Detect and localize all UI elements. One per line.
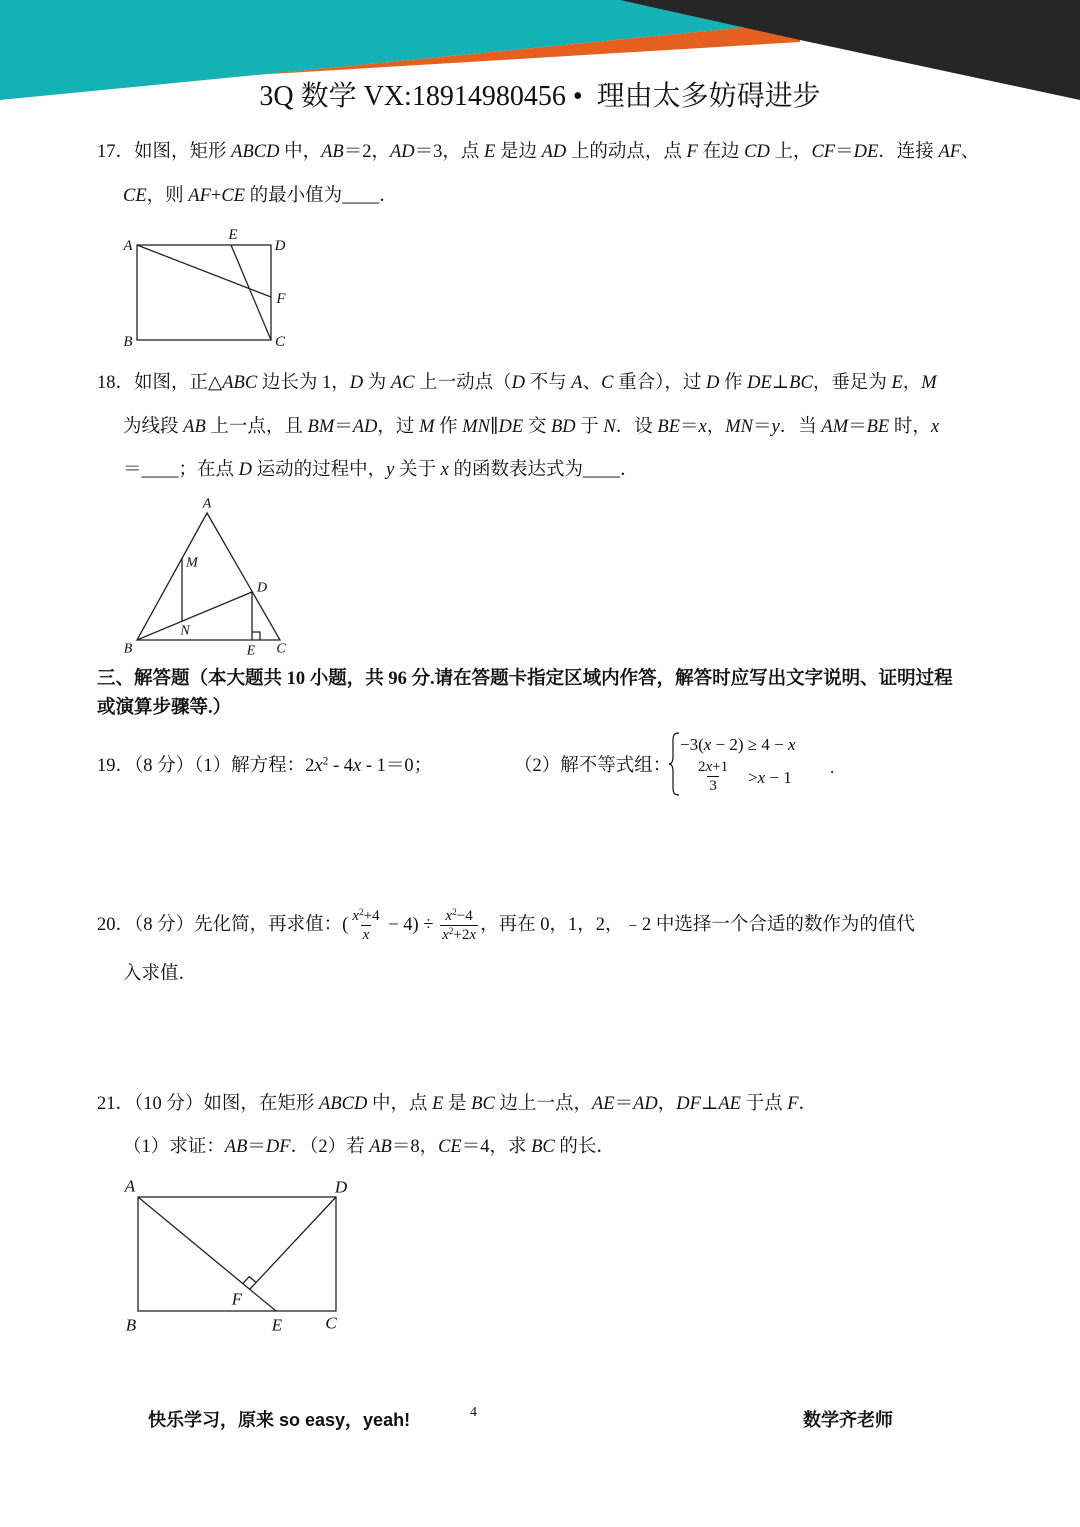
text-run: 为线段 <box>123 417 184 437</box>
left-brace-path <box>669 733 679 795</box>
system-period: . <box>830 758 835 777</box>
footer-slogan: 快乐学习，原来 so easy，yeah! <box>148 1410 411 1430</box>
footer-author: 数学齐老师 <box>803 1410 893 1430</box>
text-run: 运动的过程中， <box>252 460 387 480</box>
segment-ae <box>138 1197 276 1311</box>
label-n: N <box>180 623 190 639</box>
text-run: AD <box>633 1094 658 1114</box>
text-run: ＝ <box>753 417 772 437</box>
text-run: > <box>748 768 758 787</box>
text-run: 上的动点，点 <box>566 142 687 162</box>
system-fraction-numerator <box>696 758 730 776</box>
text-run: x <box>705 759 713 775</box>
text-run: AB <box>321 142 344 162</box>
question-17-line1 <box>97 139 980 165</box>
right-angle-mark-f <box>243 1277 256 1284</box>
text-run: x <box>445 907 453 924</box>
text-run: y <box>771 417 780 437</box>
text-run: ， <box>657 1094 677 1114</box>
text-run: AE <box>591 1094 615 1114</box>
text-run: 时， <box>889 417 931 437</box>
section-3-heading-line1: 三、解答题（本大题共 10 小题，共 96 分.请在答题卡指定区域内作答，解答时应写出文字说明、证明过程 <box>97 669 953 689</box>
page-number: 4 <box>470 1405 477 1420</box>
system-inequality-2-rest <box>748 766 792 790</box>
text-run: ＝2， <box>343 142 390 162</box>
text-run: F <box>686 142 698 162</box>
text-run: y <box>386 460 395 480</box>
text-run: 17．如图，矩形 <box>97 142 232 162</box>
text-run: 2 <box>452 907 457 918</box>
text-run: ABCD <box>231 142 280 162</box>
question-21-line1 <box>97 1091 817 1117</box>
label-d: D <box>334 1177 348 1197</box>
label-b: B <box>125 1315 137 1335</box>
text-run: + <box>210 186 222 206</box>
text-run: ＝ <box>334 417 353 437</box>
right-angle-mark-e <box>252 632 260 640</box>
segment-bd <box>137 592 252 640</box>
text-run: ＝ <box>835 142 854 162</box>
question-20-line1 <box>97 902 915 948</box>
text-run: BD <box>550 417 576 437</box>
text-run: 中，点 <box>367 1094 433 1114</box>
text-run: CE <box>221 186 245 206</box>
question-19-part1 <box>97 753 432 779</box>
text-run: ⊥ <box>700 1094 719 1114</box>
text-run: 3 <box>709 778 717 794</box>
page-header-title: 3Q 数学 VX:18914980456 • 理由太多妨碍进步 <box>259 81 821 112</box>
text-run: 于 <box>575 417 604 437</box>
text-run: 2 <box>698 759 706 775</box>
label-d: D <box>256 580 268 596</box>
text-run: 重合），过 <box>613 373 706 393</box>
text-run: N <box>603 417 616 437</box>
text-run: AD <box>352 417 378 437</box>
text-run: （1）求证： <box>123 1137 225 1157</box>
q20-suffix: ，再在 0，1，2，﹣2 中选择一个合适的数作为的值代 <box>480 915 915 935</box>
text-run: M <box>921 373 937 393</box>
question-18-line3 <box>123 457 639 483</box>
label-b: B <box>123 334 133 350</box>
figure-q21 <box>115 1170 355 1340</box>
text-run: ．设 <box>615 417 658 437</box>
text-run: DE <box>498 417 524 437</box>
triangle-abc <box>137 513 280 640</box>
label-b: B <box>123 641 133 657</box>
text-run: 18．如图，正△ <box>97 373 223 393</box>
text-run: E <box>432 1094 444 1114</box>
text-run: BC <box>531 1137 555 1157</box>
text-run: ＝ <box>247 1137 266 1157</box>
label-f: F <box>276 291 286 307</box>
q20-fraction-1-denominator <box>361 925 372 944</box>
text-run: 边上一点， <box>494 1094 592 1114</box>
text-run: ．当 <box>779 417 822 437</box>
text-run: AD <box>541 142 567 162</box>
text-run: ＝4，求 <box>461 1137 532 1157</box>
text-run: − 2) ≥ 4 − <box>711 735 788 754</box>
text-run: x <box>440 460 449 480</box>
segment-df <box>250 1197 336 1289</box>
text-run: +1 <box>712 759 729 775</box>
text-run: 为 <box>363 373 391 393</box>
text-run: 中， <box>279 142 322 162</box>
text-run: 作 <box>434 417 463 437</box>
q20-middle: − 4) ÷ <box>383 915 439 935</box>
q20-prefix: 20．（8 分）先化简，再求值：( <box>97 915 349 935</box>
text-run: DF <box>676 1094 701 1114</box>
text-run: AE <box>718 1094 741 1114</box>
text-run: E <box>891 373 903 393</box>
label-a: A <box>202 496 212 512</box>
text-run: CD <box>744 142 770 162</box>
text-run: BE <box>657 417 681 437</box>
text-run: ABCD <box>319 1094 368 1114</box>
text-run: 的长． <box>554 1137 615 1157</box>
text-run: 上一点，且 <box>205 417 308 437</box>
label-m: M <box>186 555 198 571</box>
segment-af <box>137 245 271 297</box>
text-run: DF <box>265 1137 291 1157</box>
text-run: 2 <box>358 907 364 918</box>
question-18-line2 <box>123 414 939 440</box>
text-run: AB <box>224 1137 248 1157</box>
text-run: 的最小值为____． <box>244 186 398 206</box>
text-run: 2 <box>448 926 454 937</box>
text-run: − 1 <box>765 768 792 787</box>
text-run: ＝3，点 <box>414 142 485 162</box>
text-run: ， <box>902 373 922 393</box>
text-run: D <box>705 373 720 393</box>
text-run: ．连接 <box>878 142 939 162</box>
text-run: 交 <box>523 417 551 437</box>
text-run: D <box>238 460 253 480</box>
question-19-part2-label: （2）解不等式组： <box>514 756 672 776</box>
question-21-line2 <box>123 1134 615 1160</box>
text-run: 19．（8 分）（1）解方程：2 <box>97 756 315 776</box>
text-run: M <box>419 417 435 437</box>
text-run: - 4 <box>328 756 354 776</box>
text-run: +4 <box>363 907 380 924</box>
text-run: BC <box>789 373 813 393</box>
text-run: 边长为 1， <box>257 373 350 393</box>
text-run: 、 <box>582 373 602 393</box>
text-run: ＝ <box>680 417 699 437</box>
text-run: +2 <box>453 926 470 943</box>
text-run: - 1＝0； <box>361 756 433 776</box>
text-run: ＝8， <box>391 1137 439 1157</box>
text-run: x <box>757 768 766 787</box>
label-f: F <box>231 1289 243 1309</box>
text-run: AC <box>390 373 415 393</box>
text-run: x <box>787 735 796 754</box>
text-run: C <box>601 373 614 393</box>
text-run: 21．（10 分）如图，在矩形 <box>97 1094 320 1114</box>
text-run: AB <box>183 417 206 437</box>
text-run: 于点 <box>740 1094 788 1114</box>
text-run: x <box>314 756 323 776</box>
text-run: ＝____；在点 <box>123 460 239 480</box>
text-run: ，则 <box>146 186 189 206</box>
system-fraction-denominator <box>707 776 719 795</box>
label-c: C <box>274 334 286 350</box>
text-run: x <box>352 907 359 924</box>
q20-fraction-2 <box>440 907 478 944</box>
question-17-line2 <box>123 183 398 209</box>
question-20-line2: 入求值． <box>123 964 198 984</box>
text-run: 2 <box>322 755 329 768</box>
text-run: ， <box>706 417 726 437</box>
left-brace <box>668 732 680 796</box>
inequality-system <box>668 728 843 800</box>
text-run: x <box>469 926 477 943</box>
question-18-line1 <box>97 370 937 396</box>
segment-ec <box>231 245 271 340</box>
text-run: −4 <box>456 907 473 924</box>
text-run: AB <box>369 1137 392 1157</box>
label-a: A <box>124 1176 136 1196</box>
q20-fraction-2-denominator <box>440 925 478 944</box>
text-run: −3( <box>680 735 704 754</box>
label-e: E <box>246 643 256 659</box>
label-e: E <box>271 1315 283 1335</box>
label-c: C <box>325 1313 337 1333</box>
text-run: ．（2）若 <box>290 1137 370 1157</box>
q20-fraction-2-numerator <box>443 907 474 925</box>
text-run: 在边 <box>697 142 745 162</box>
label-a: A <box>123 238 133 254</box>
label-c: C <box>276 641 286 657</box>
text-run: 是 <box>443 1094 472 1114</box>
text-run: D <box>511 373 525 393</box>
text-run: ∥ <box>490 417 499 437</box>
text-run: ABC <box>222 373 258 393</box>
text-run: ，过 <box>377 417 420 437</box>
text-run: BM <box>307 417 335 437</box>
text-run: x <box>698 417 707 437</box>
text-run: ＝ <box>614 1094 634 1114</box>
text-run: 不与 <box>525 373 572 393</box>
text-run: x <box>703 735 712 754</box>
system-fraction <box>696 758 730 795</box>
text-run: AM <box>821 417 849 437</box>
text-run: ⊥ <box>771 373 790 393</box>
text-run: AD <box>389 142 415 162</box>
q20-fraction-1 <box>350 907 381 944</box>
text-run: MN <box>725 417 754 437</box>
text-run: BE <box>866 417 890 437</box>
text-run: 作 <box>719 373 748 393</box>
text-run: A <box>571 373 583 393</box>
text-run: 上， <box>769 142 812 162</box>
text-run: ． <box>798 1094 818 1114</box>
text-run: x <box>930 417 940 437</box>
text-run: 的函数表达式为____． <box>448 460 639 480</box>
text-run: CF <box>811 142 836 162</box>
text-run: x <box>362 926 370 943</box>
text-run: E <box>484 142 496 162</box>
text-run: AF <box>938 142 962 162</box>
system-inequality-1 <box>680 733 796 757</box>
text-run: DE <box>853 142 879 162</box>
text-run: x <box>353 756 362 776</box>
text-run: CE <box>123 186 147 206</box>
label-e: E <box>228 227 238 243</box>
text-run: MN <box>462 417 490 437</box>
figure-q17 <box>110 222 300 357</box>
text-run: 是边 <box>495 142 542 162</box>
text-run: 上一动点（ <box>414 373 512 393</box>
text-run: ＝ <box>848 417 867 437</box>
text-run: CE <box>438 1137 462 1157</box>
text-run: x <box>442 926 449 943</box>
section-3-heading-line2: 或演算步骤等.） <box>97 698 232 718</box>
q20-fraction-1-numerator <box>350 907 381 925</box>
text-run: D <box>349 373 364 393</box>
text-run: 、 <box>961 142 980 162</box>
text-run: F <box>787 1094 799 1114</box>
text-run: DE <box>747 373 772 393</box>
text-run: AF <box>188 186 211 206</box>
text-run: BC <box>471 1094 495 1114</box>
figure-q18 <box>115 495 295 660</box>
label-d: D <box>274 238 286 254</box>
text-run: ，垂足为 <box>812 373 892 393</box>
text-run: 关于 <box>394 460 441 480</box>
